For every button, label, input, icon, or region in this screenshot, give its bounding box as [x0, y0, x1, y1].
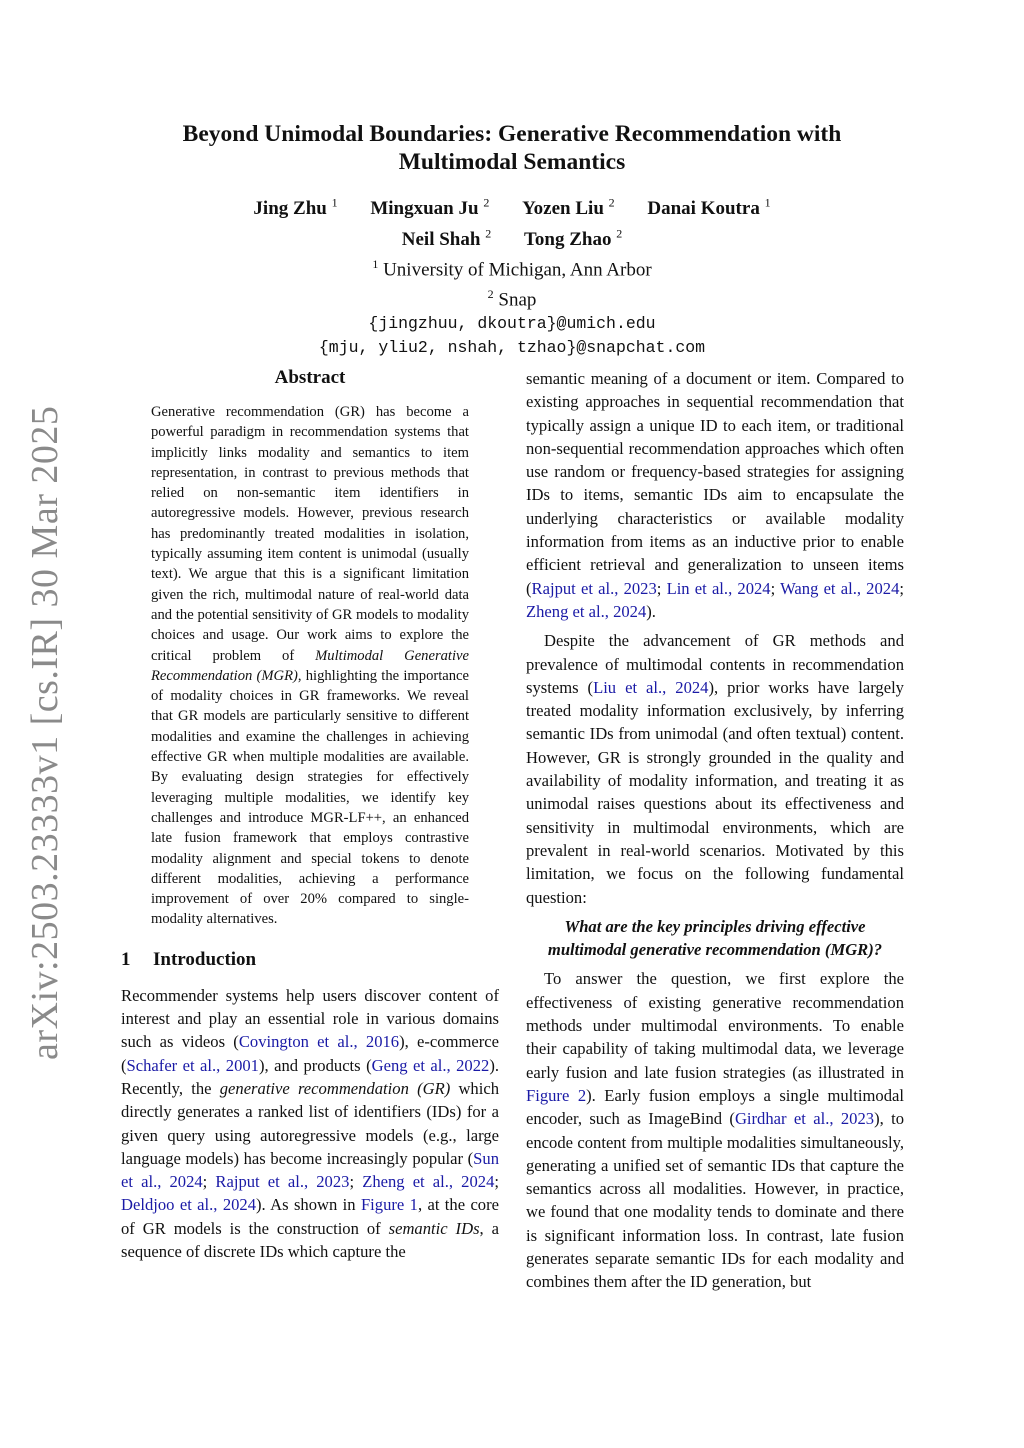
body-text: ; — [349, 1172, 363, 1192]
author-affiliation-mark: 2 — [483, 196, 490, 210]
body-text: ; — [656, 578, 667, 598]
body-text: ; — [494, 1172, 499, 1192]
citation-link[interactable]: Deldjoo et al., 2024 — [121, 1195, 257, 1215]
body-text: ). Recently, the — [121, 1055, 499, 1098]
author-affiliation-mark: 2 — [608, 196, 615, 210]
body-text: ). — [646, 601, 656, 621]
author — [523, 226, 623, 250]
author — [253, 198, 337, 219]
citation-link[interactable]: Wang et al., 2024 — [780, 578, 900, 598]
abstract-heading: Abstract — [274, 367, 346, 388]
intro-paragraph-2 — [526, 367, 904, 623]
body-text: ; — [202, 1172, 216, 1192]
left-column — [121, 366, 499, 1263]
section-title: Introduction — [153, 948, 257, 970]
authors-row-1 — [130, 191, 894, 221]
citation-link[interactable]: Figure 2 — [526, 1085, 587, 1105]
author-affiliation-mark: 2 — [485, 226, 492, 241]
citation-link[interactable]: Zheng et al., 2024 — [526, 601, 647, 621]
body-text: which directly generates a ranked list of identifiers (IDs) for a given query using autoregressive models (e.g., large language models) has become increasingly popular ( — [121, 1078, 500, 1168]
author-block — [130, 191, 894, 360]
body-text: ), e-commerce ( — [121, 1032, 500, 1075]
research-question: What are the key principles driving effective multimodal generative recommendation (MGR)? — [547, 916, 883, 960]
citation-link[interactable]: Rajput et al., 2023 — [531, 578, 657, 598]
author-name: Neil Shah — [401, 228, 481, 250]
right-column — [526, 367, 904, 1294]
citation-link[interactable]: Geng et al., 2022 — [371, 1055, 490, 1075]
author-affiliation-mark: 1 — [331, 196, 338, 210]
citation-link[interactable]: Schafer et al., 2001 — [126, 1055, 259, 1075]
body-text: , a sequence of discrete IDs which capture the — [121, 1218, 499, 1261]
author-name: Tong Zhao — [523, 228, 612, 250]
body-text: semantic meaning of a document or item. Compared to existing approaches in sequential recommendation that typically assign a unique ID to each item, or traditional non-sequential recommendation approaches which often use random or frequency-based strategies for assigning IDs to items, semantic IDs aim to encapsulate the underlying characteristics or available modality information from items as an inductive prior to enable efficient retrieval and generalization to unseen items ( — [526, 369, 904, 598]
affiliation-mark: 1 — [372, 256, 379, 271]
body-text: ; — [899, 578, 904, 598]
intro-paragraph-1 — [121, 984, 499, 1264]
author — [522, 198, 615, 219]
author — [401, 226, 492, 250]
section-heading-introduction — [121, 948, 499, 972]
title-line-1: Beyond Unimodal Boundaries: Generative Recommendation with — [182, 121, 842, 147]
author-name: Jing Zhu — [253, 198, 327, 220]
body-text: Recommender systems help users discover content of interest and play an essential role in various domains such as videos ( — [121, 985, 499, 1052]
abstract-text-part-2: , highlighting the importance of modality choices in GR frameworks. We reveal that GR models are particularly sensitive to different modalities and examine the challenges in achieving effective GR when multiple modalities are available. By evaluating design strategies for effectively leveraging multiple modalities, we identify key challenges and introduce MGR-LF++, an enhanced late fusion framework that employs contrastive modality alignment and special tokens to denote different modalities, achieving a performance improvement of over 20% compared to single-modality alternatives. — [151, 667, 470, 928]
affiliation-name: University of Michigan, Ann Arbor — [383, 258, 652, 280]
body-text: To answer the question, we first explore the effectiveness of existing generative recommendation methods under multimodal environments. To enable their capability of taking multimodal data, we leverage early fusion and late fusion strategies (as illustrated in — [526, 969, 904, 1082]
citation-link[interactable]: Rajput et al., 2023 — [215, 1172, 350, 1192]
emphasized-text: semantic IDs — [388, 1218, 480, 1238]
citation-link[interactable]: Girdhar et al., 2023 — [734, 1109, 875, 1129]
intro-paragraph-4 — [526, 967, 904, 1293]
body-text: , at the core of GR models is the construction of — [121, 1195, 499, 1238]
title-line-2: Multimodal Semantics — [398, 149, 626, 175]
abstract-emphasis: Multimodal Generative Recommendation (MGR) — [151, 647, 469, 684]
citation-link[interactable]: Zheng et al., 2024 — [362, 1172, 495, 1192]
author-name: Yozen Liu — [522, 198, 604, 220]
authors-row-2 — [130, 221, 894, 251]
emphasized-text: generative recommendation (GR) — [219, 1078, 451, 1098]
body-text: Despite the advancement of GR methods and prevalence of multimodal contents in recommendation systems ( — [526, 631, 904, 697]
citation-link[interactable]: Liu et al., 2024 — [593, 677, 709, 697]
citation-link[interactable]: Lin et al., 2024 — [666, 578, 771, 598]
author-name: Danai Koutra — [647, 198, 760, 220]
intro-paragraph-3 — [526, 629, 904, 909]
email-line: {mju, yliu2, nshah, tzhao}@snapchat.com — [318, 338, 706, 358]
affiliation-mark: 2 — [487, 286, 494, 301]
section-number: 1 — [121, 948, 131, 970]
body-text: ), to encode content from multiple modalities simultaneously, generating a unified set of semantic IDs that capture the semantics across all modalities. However, in practice, we found that one modality tends to dominate and there is significant information loss. In contrast, late fusion generates separate semantic IDs for each modality and combines them after the ID generation, but — [526, 1109, 905, 1292]
author — [647, 198, 770, 219]
arxiv-identifier-stamp: arXiv:2503.23333v1 [cs.IR] 30 Mar 2025 — [24, 405, 66, 1060]
email-line: {jingzhuu, dkoutra}@umich.edu — [368, 314, 656, 334]
body-text: ), and products ( — [258, 1055, 372, 1075]
body-text: ; — [770, 578, 781, 598]
author-affiliation-mark: 2 — [616, 226, 623, 241]
author-name: Mingxuan Ju — [370, 198, 479, 220]
abstract-text — [151, 402, 469, 930]
author-affiliation-mark: 1 — [764, 196, 771, 210]
affiliation — [130, 282, 894, 312]
abstract-text-part-1: Generative recommendation (GR) has become a powerful paradigm in recommendation systems that implicitly links modality and semantics to item representation, in contrast to previous methods that relied on non-semantic item identifiers in autoregressive models. However, previous research has predominantly treated modalities in isolation, typically assuming item content is unimodal (usually text). We argue that this is a significant limitation given the rich, multimodal nature of real-world data and the potential sensitivity of GR models to modality choices and usage. Our work aims to explore the critical problem of — [151, 404, 469, 664]
body-text: ). Early fusion employs a single multimodal encoder, such as ImageBind ( — [526, 1085, 904, 1129]
paper-title — [130, 120, 894, 176]
citation-link[interactable]: Figure 1 — [360, 1195, 418, 1215]
body-text: ), prior works have largely treated modality information exclusively, by inferring semantic IDs from unimodal (and often textual) content. However, GR is strongly grounded in the quality and availability of modality information, and treating it as unimodal raises questions about its effectiveness and sensitivity in multimodal environments, which are prevalent in real-world scenarios. Motivated by this limitation, we focus on the following fundamental question: — [526, 677, 904, 907]
author — [370, 198, 489, 219]
citation-link[interactable]: Sun et al., 2024 — [121, 1148, 499, 1192]
affiliation-name: Snap — [498, 289, 537, 311]
body-text: ). As shown in — [256, 1195, 361, 1215]
affiliation — [130, 252, 894, 282]
citation-link[interactable]: Covington et al., 2016 — [238, 1032, 400, 1052]
